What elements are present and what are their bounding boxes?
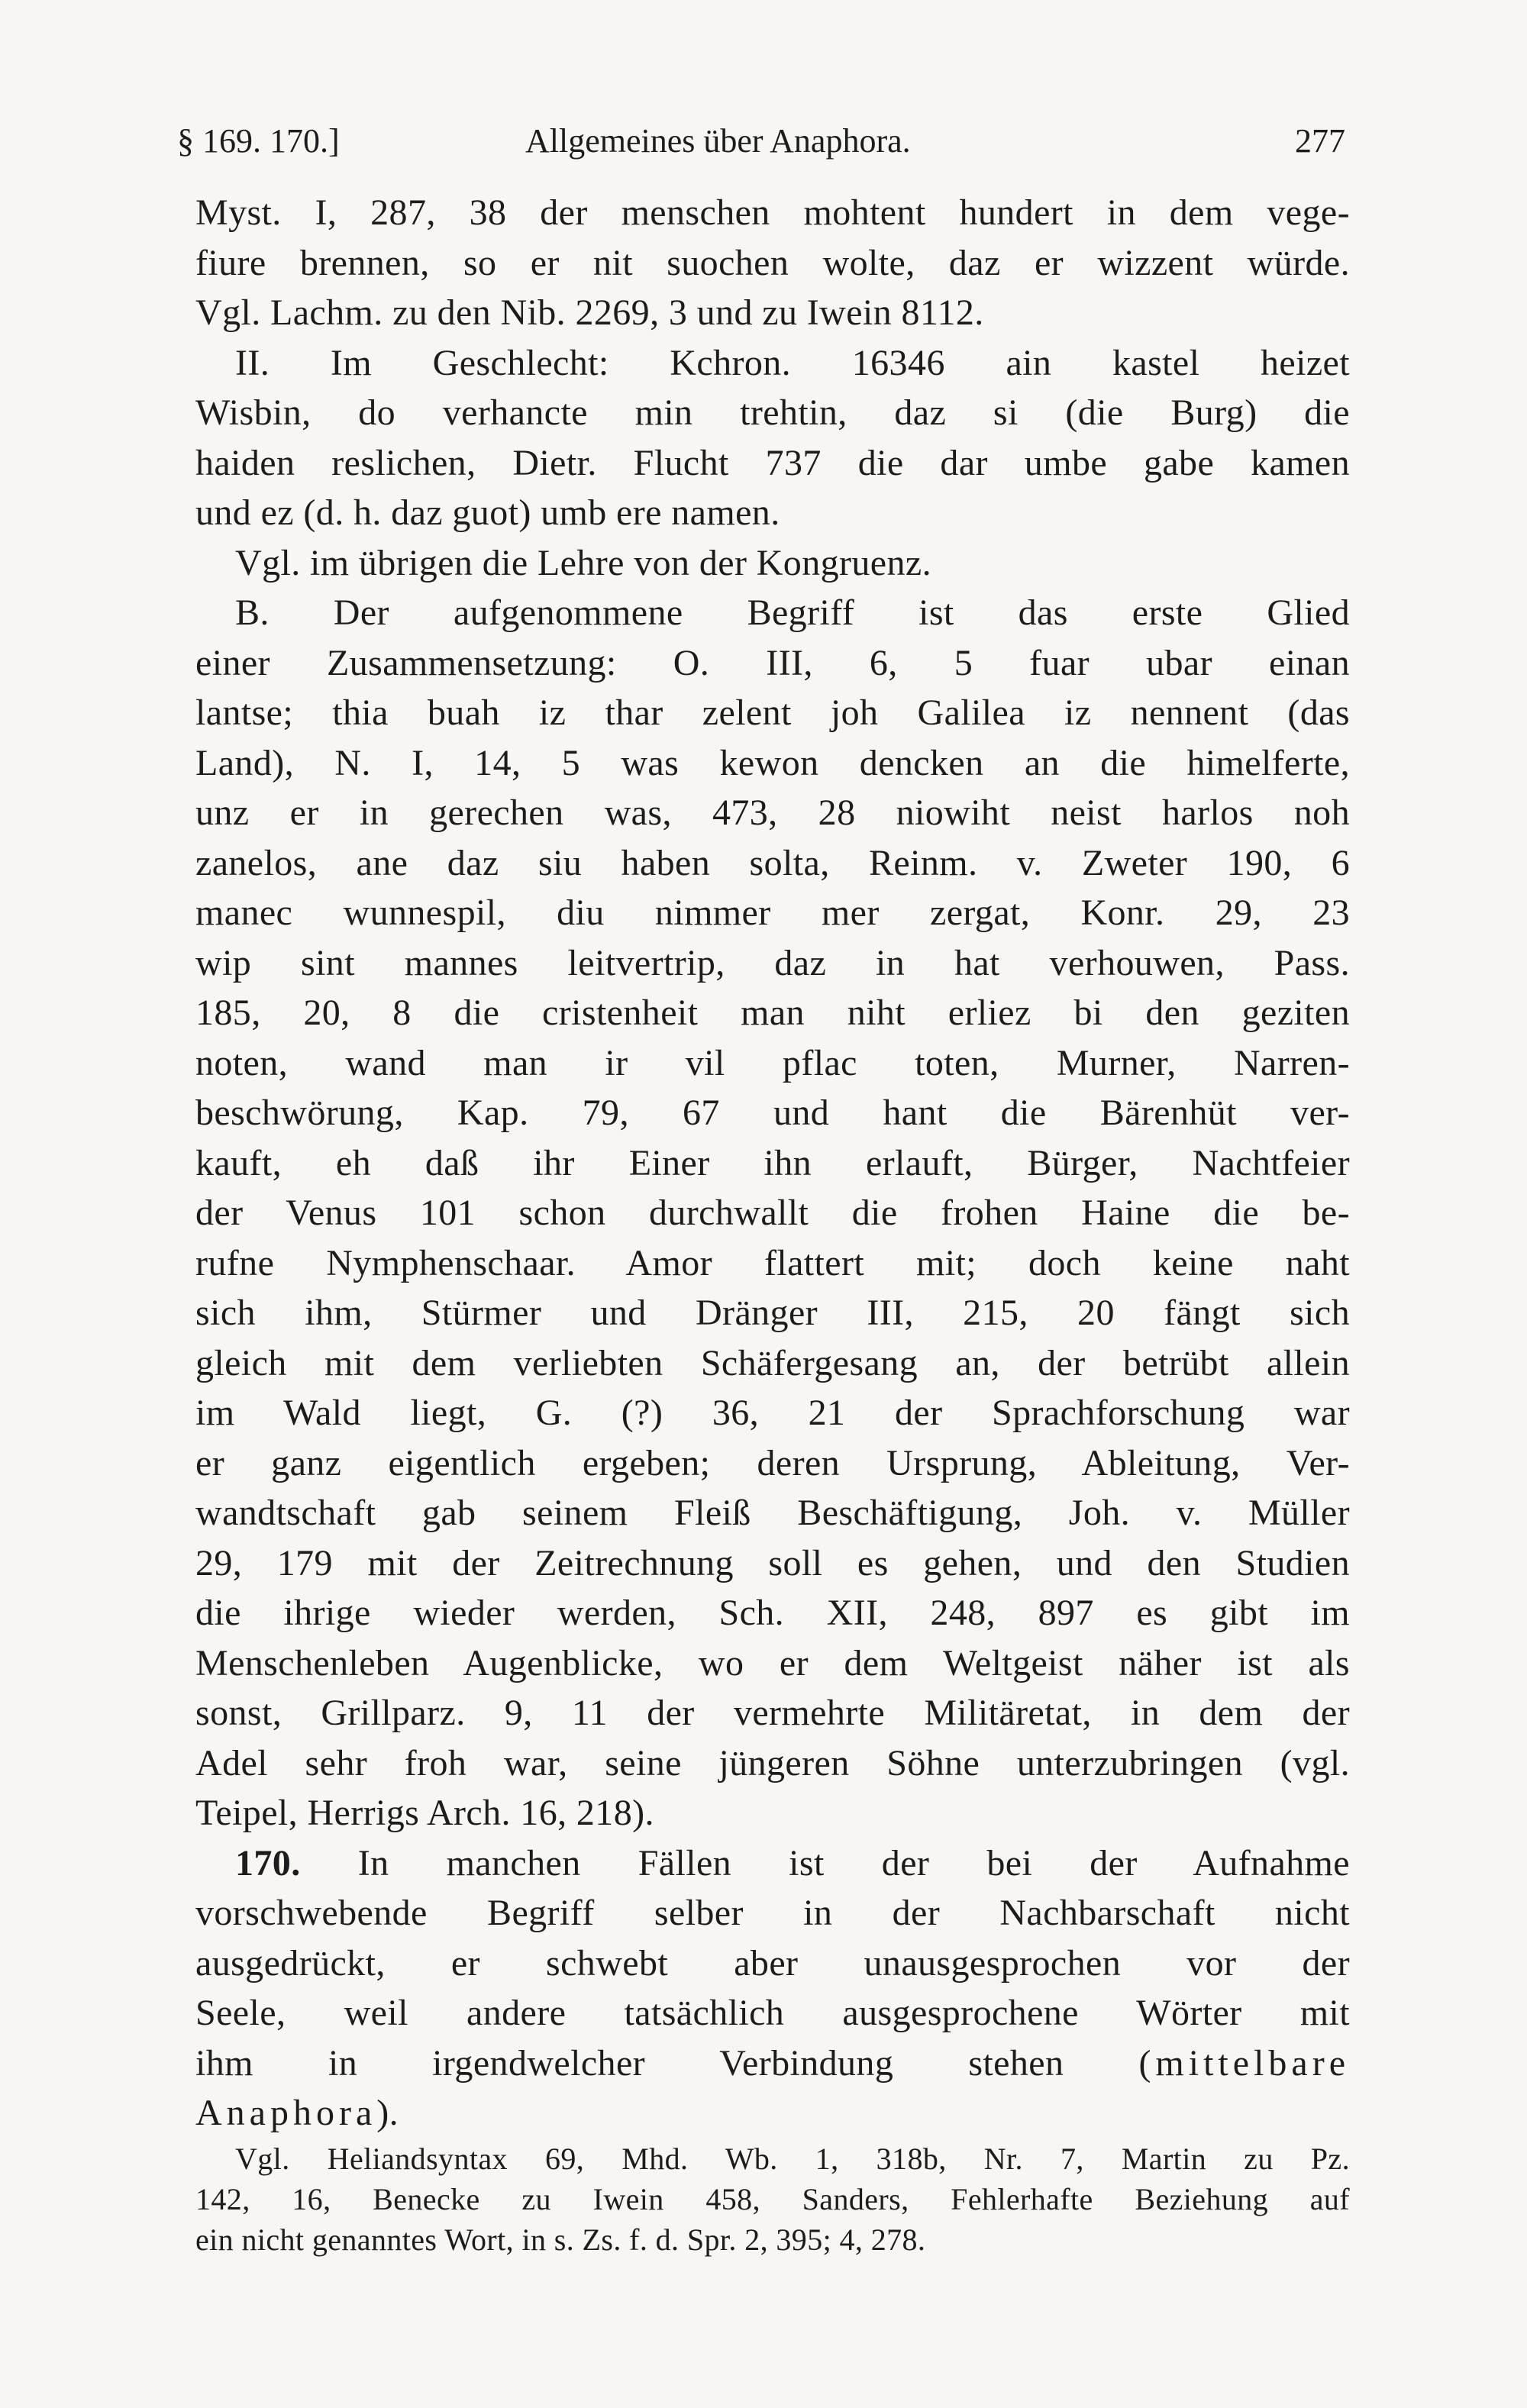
text-line: lantse; thia buah iz thar zelent joh Galilea iz nennent (das [195,692,1350,733]
text-line: 185, 20, 8 die cristenheit man niht erliez bi den geziten [195,993,1350,1033]
text-line: Land), N. I, 14, 5 was kewon dencken an die himelferte, [195,742,1350,783]
running-header [177,115,1345,168]
text-line: noten, wand man ir vil pflac toten, Murner, Narren- [195,1042,1350,1083]
text-line: im Wald liegt, G. (?) 36, 21 der Sprachforschung war [195,1393,1350,1433]
section-closing: ). [376,2093,399,2133]
section-170-line-5 [195,2038,1350,2089]
text-line: wandtschaft gab seinem Fleiß Beschäftigung, Joh. v. Müller [195,1493,1350,1533]
text-line: unz er in gerechen was, 473, 28 niowiht neist harlos noh [195,792,1350,833]
text-line: 29, 179 mit der Zeitrechnung soll es gehen, und den Studien [195,1542,1350,1583]
section-170-first-line [195,1838,1350,1889]
text-line: die ihrige wieder werden, Sch. XII, 248, 897 es gibt im [195,1593,1350,1633]
text-line: gleich mit dem verliebten Schäfergesang an, der betrübt allein [195,1342,1350,1383]
text-line: ausgedrückt, er schwebt aber unausgesprochen vor der [195,1942,1350,1984]
text-line: Myst. I, 287, 38 der menschen mohtent hundert in dem vege- [195,192,1350,233]
body-text [195,188,1350,2260]
text-line: fiure brennen, so er nit suochen wolte, daz er wizzent würde. [195,242,1350,283]
text-line: Wisbin, do verhancte min trehtin, daz si (die Burg) die [195,392,1350,433]
footnote [195,2138,1350,2260]
text-line: wip sint mannes leitvertrip, daz in hat verhouwen, Pass. [195,942,1350,983]
text-line: einer Zusammensetzung: O. III, 6, 5 fuar ubar einan [195,642,1350,683]
text-line: Seele, weil andere tatsächlich ausgesprochene Wörter mit [195,1993,1350,2033]
spaced-term: Anaphora [195,2093,377,2133]
spaced-term: (mittelbare [1138,2042,1350,2084]
text-line: sich ihm, Stürmer und Dränger III, 215, 20 fängt sich [195,1293,1350,1333]
section-range: § 169. 170.] [177,122,340,160]
note-line: 142, 16, Benecke zu Iwein 458, Sanders, Fehlerhafte Beziehung auf [195,2181,1350,2216]
text-line: Vgl. im übrigen die Lehre von der Kongruenz. [235,542,931,583]
text-line: B. Der aufgenommene Begriff ist das erste Glied [235,592,1350,633]
section-text: In manchen Fällen ist der bei der Aufnahme [357,1842,1350,1883]
text-line: Vgl. Lachm. zu den Nib. 2269, 3 und zu Iwein 8112. [195,292,984,333]
text-line: Adel sehr froh war, seine jüngeren Söhne unterzubringen (vgl. [195,1742,1350,1783]
text-line: vorschwebende Begriff selber in der Nachbarschaft nicht [195,1893,1350,1933]
text-line: II. Im Geschlecht: Kchron. 16346 ain kastel heizet [235,342,1350,383]
text-line: und ez (d. h. daz guot) umb ere namen. [195,492,780,533]
text-line: der Venus 101 schon durchwallt die frohen Haine die be- [195,1193,1350,1233]
text-line: sonst, Grillparz. 9, 11 der vermehrte Militäretat, in dem der [195,1693,1350,1733]
text-line: Teipel, Herrigs Arch. 16, 218). [195,1793,654,1833]
page-number: 277 [1295,122,1345,160]
section-text: ihm in irgendwelcher Verbindung stehen [195,2042,1064,2084]
section-number: 170. [235,1842,301,1883]
note-line: Vgl. Heliandsyntax 69, Mhd. Wb. 1, 318b, Nr. 7, Martin zu Pz. [235,2141,1350,2176]
text-line: Menschenleben Augenblicke, wo er dem Weltgeist näher ist als [195,1642,1350,1683]
text-line: zanelos, ane daz siu haben solta, Reinm. v. Zweter 190, 6 [195,842,1350,883]
text-line: rufne Nymphenschaar. Amor flattert mit; doch keine naht [195,1242,1350,1283]
running-title: Allgemeines über Anaphora. [525,122,911,160]
text-line: manec wunnespil, diu nimmer mer zergat, Konr. 29, 23 [195,893,1350,933]
text-line: haiden reslichen, Dietr. Flucht 737 die dar umbe gabe kamen [195,442,1350,483]
text-line: er ganz eigentlich ergeben; deren Ursprung, Ableitung, Ver- [195,1442,1350,1483]
text-line: kauft, eh daß ihr Einer ihn erlauft, Bürger, Nachtfeier [195,1142,1350,1183]
note-line: ein nicht genanntes Wort, in s. Zs. f. d. Spr. 2, 395; 4, 278. [195,2222,926,2257]
text-line: beschwörung, Kap. 79, 67 und hant die Bärenhüt ver- [195,1093,1350,1133]
section-170-last-line [195,2088,1350,2138]
